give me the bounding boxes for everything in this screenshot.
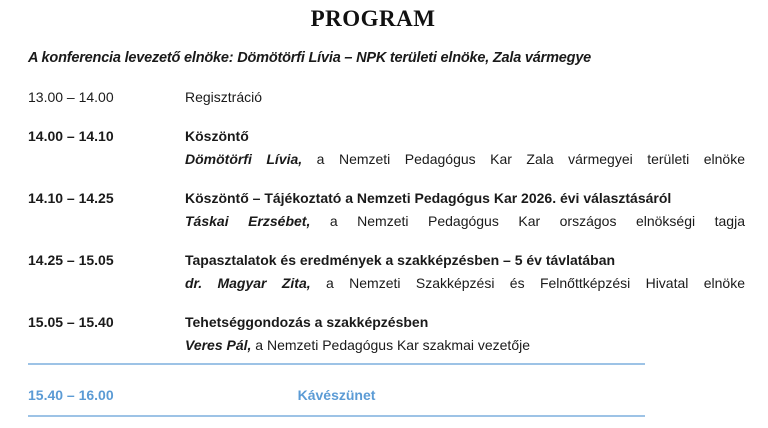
page-title: PROGRAM: [310, 6, 436, 31]
conference-chair-line: A konferencia levezető elnöke: Dömötörfi Lívia – NPK területi elnöke, Zala vármegye: [28, 50, 592, 66]
time-range: 15.05 – 15.40: [28, 314, 114, 330]
schedule-list: [28, 86, 745, 357]
schedule-row: [28, 86, 745, 109]
speaker-role: a Nemzeti Pedagógus Kar szakmai vezetője: [251, 337, 531, 353]
speaker-name: dr. Magyar Zita,: [185, 275, 311, 291]
divider-line-bottom: [28, 415, 645, 417]
session-title: Tehetséggondozás a szakképzésben: [185, 314, 429, 330]
session-title: Köszöntő: [185, 128, 249, 144]
time-range: 14.10 – 14.25: [28, 190, 114, 206]
schedule-row: [28, 187, 745, 233]
coffee-break-row: [28, 384, 645, 407]
time-range: 14.00 – 14.10: [28, 128, 114, 144]
session-desc: [185, 249, 745, 295]
speaker-role: a Nemzeti Pedagógus Kar Zala vármegyei területi elnöke: [302, 151, 745, 167]
session-speaker: [185, 210, 745, 233]
time-range: 13.00 – 14.00: [28, 89, 114, 105]
session-desc: [185, 86, 745, 109]
session-desc: [185, 125, 745, 171]
speaker-name: Táskai Erzsébet,: [185, 213, 311, 229]
speaker-role: a Nemzeti Pedagógus Kar országos elnökségi tagja: [310, 213, 745, 229]
session-speaker: [185, 148, 745, 171]
speaker-name: Veres Pál,: [185, 337, 252, 353]
session-speaker: [185, 334, 745, 357]
speaker-name: Dömötörfi Lívia,: [185, 151, 303, 167]
coffee-break-label: Kávészünet: [297, 387, 376, 403]
schedule-row: [28, 125, 745, 171]
session-desc: [185, 311, 745, 357]
session-title: Tapasztalatok és eredmények a szakképzésben – 5 év távlatában: [185, 252, 616, 268]
session-desc: [185, 187, 745, 233]
time-range: 15.40 – 16.00: [28, 387, 114, 403]
speaker-role: a Nemzeti Szakképzési és Felnőttképzési Hivatal elnöke: [310, 275, 745, 291]
session-speaker: [185, 272, 745, 295]
schedule-row: [28, 249, 745, 295]
time-range: 14.25 – 15.05: [28, 252, 114, 268]
session-title: Köszöntő – Tájékoztató a Nemzeti Pedagógus Kar 2026. évi választásáról: [185, 190, 672, 206]
session-title: Regisztráció: [185, 89, 263, 105]
schedule-row: [28, 311, 745, 357]
divider-line-top: [28, 363, 645, 365]
